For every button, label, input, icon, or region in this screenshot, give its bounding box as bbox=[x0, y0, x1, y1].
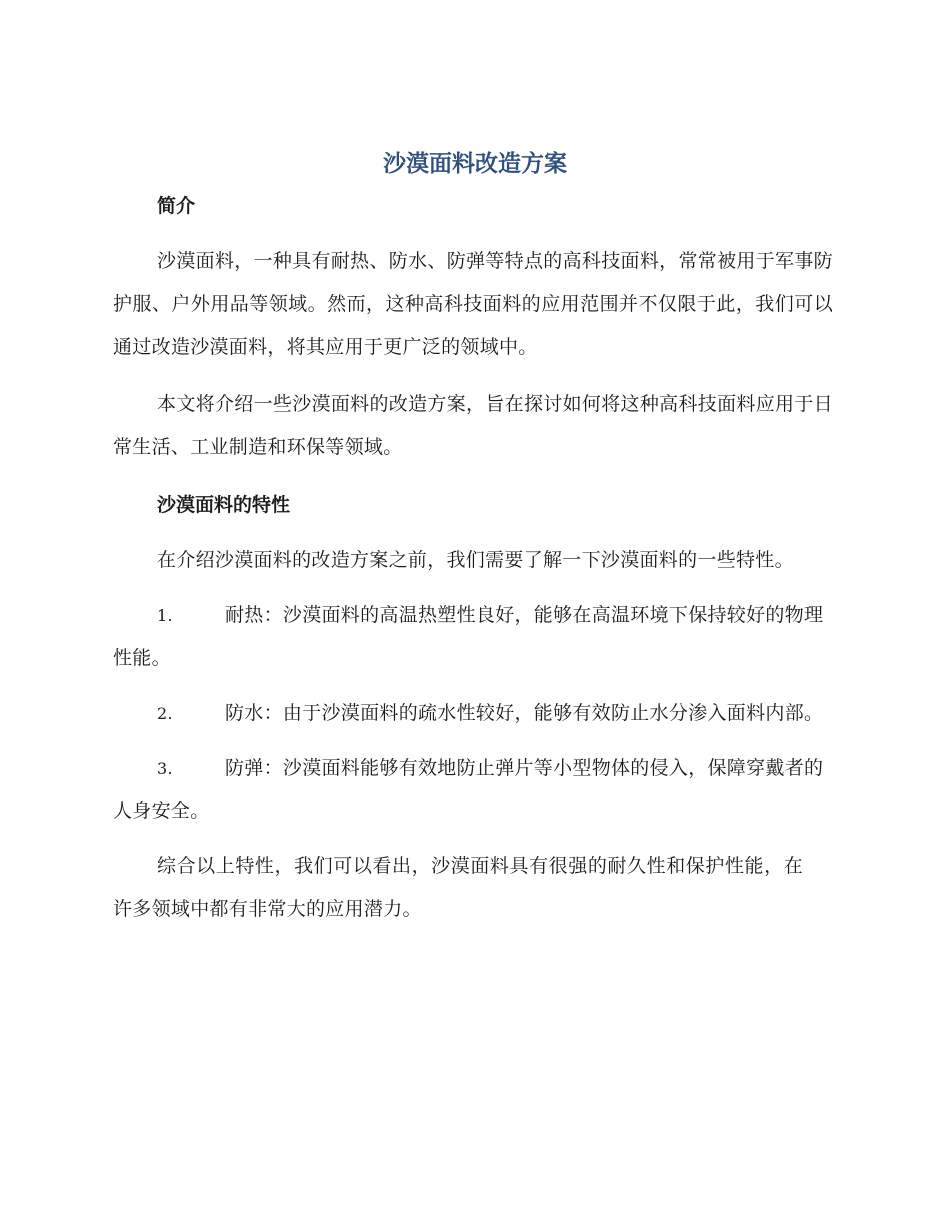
intro-paragraph-1: 沙漠面料，一种具有耐热、防水、防弹等特点的高科技面料，常常被用于军事防护服、户外用品等领域。然而，这种高科技面料的应用范围并不仅限于此，我们可以通过改造沙漠面料，将其应用于更广泛的领域中。 bbox=[113, 250, 833, 358]
intro-paragraph-2: 本文将介绍一些沙漠面料的改造方案，旨在探讨如何将这种高科技面料应用于日常生活、工业制造和环保等领域。 bbox=[113, 393, 833, 458]
list-number: 2. bbox=[157, 704, 173, 723]
properties-intro-paragraph: 在介绍沙漠面料的改造方案之前，我们需要了解一下沙漠面料的一些特性。 bbox=[157, 549, 794, 571]
list-item-text: 防水：由于沙漠面料的疏水性较好，能够有效防止水分渗入面料内部。 bbox=[225, 702, 824, 724]
property-list-item bbox=[113, 747, 833, 833]
property-list-item bbox=[113, 594, 833, 680]
list-item-text: 耐热：沙漠面料的高温热塑性良好，能够在高温环境下保持较好的物理性能。 bbox=[113, 604, 824, 669]
document-title: 沙漠面料改造方案 bbox=[383, 151, 567, 177]
list-number: 3. bbox=[157, 759, 173, 778]
section-heading-properties: 沙漠面料的特性 bbox=[157, 494, 291, 516]
properties-conclusion-paragraph: 综合以上特性，我们可以看出，沙漠面料具有很强的耐久性和保护性能，在许多领域中都有非常大的应用潜力。 bbox=[113, 855, 803, 920]
section-heading-intro: 简介 bbox=[157, 195, 196, 217]
list-number: 1. bbox=[157, 606, 173, 625]
document-body bbox=[113, 190, 833, 931]
property-list-item bbox=[113, 692, 833, 735]
list-item-text: 防弹：沙漠面料能够有效地防止弹片等小型物体的侵入，保障穿戴者的人身安全。 bbox=[113, 757, 824, 822]
